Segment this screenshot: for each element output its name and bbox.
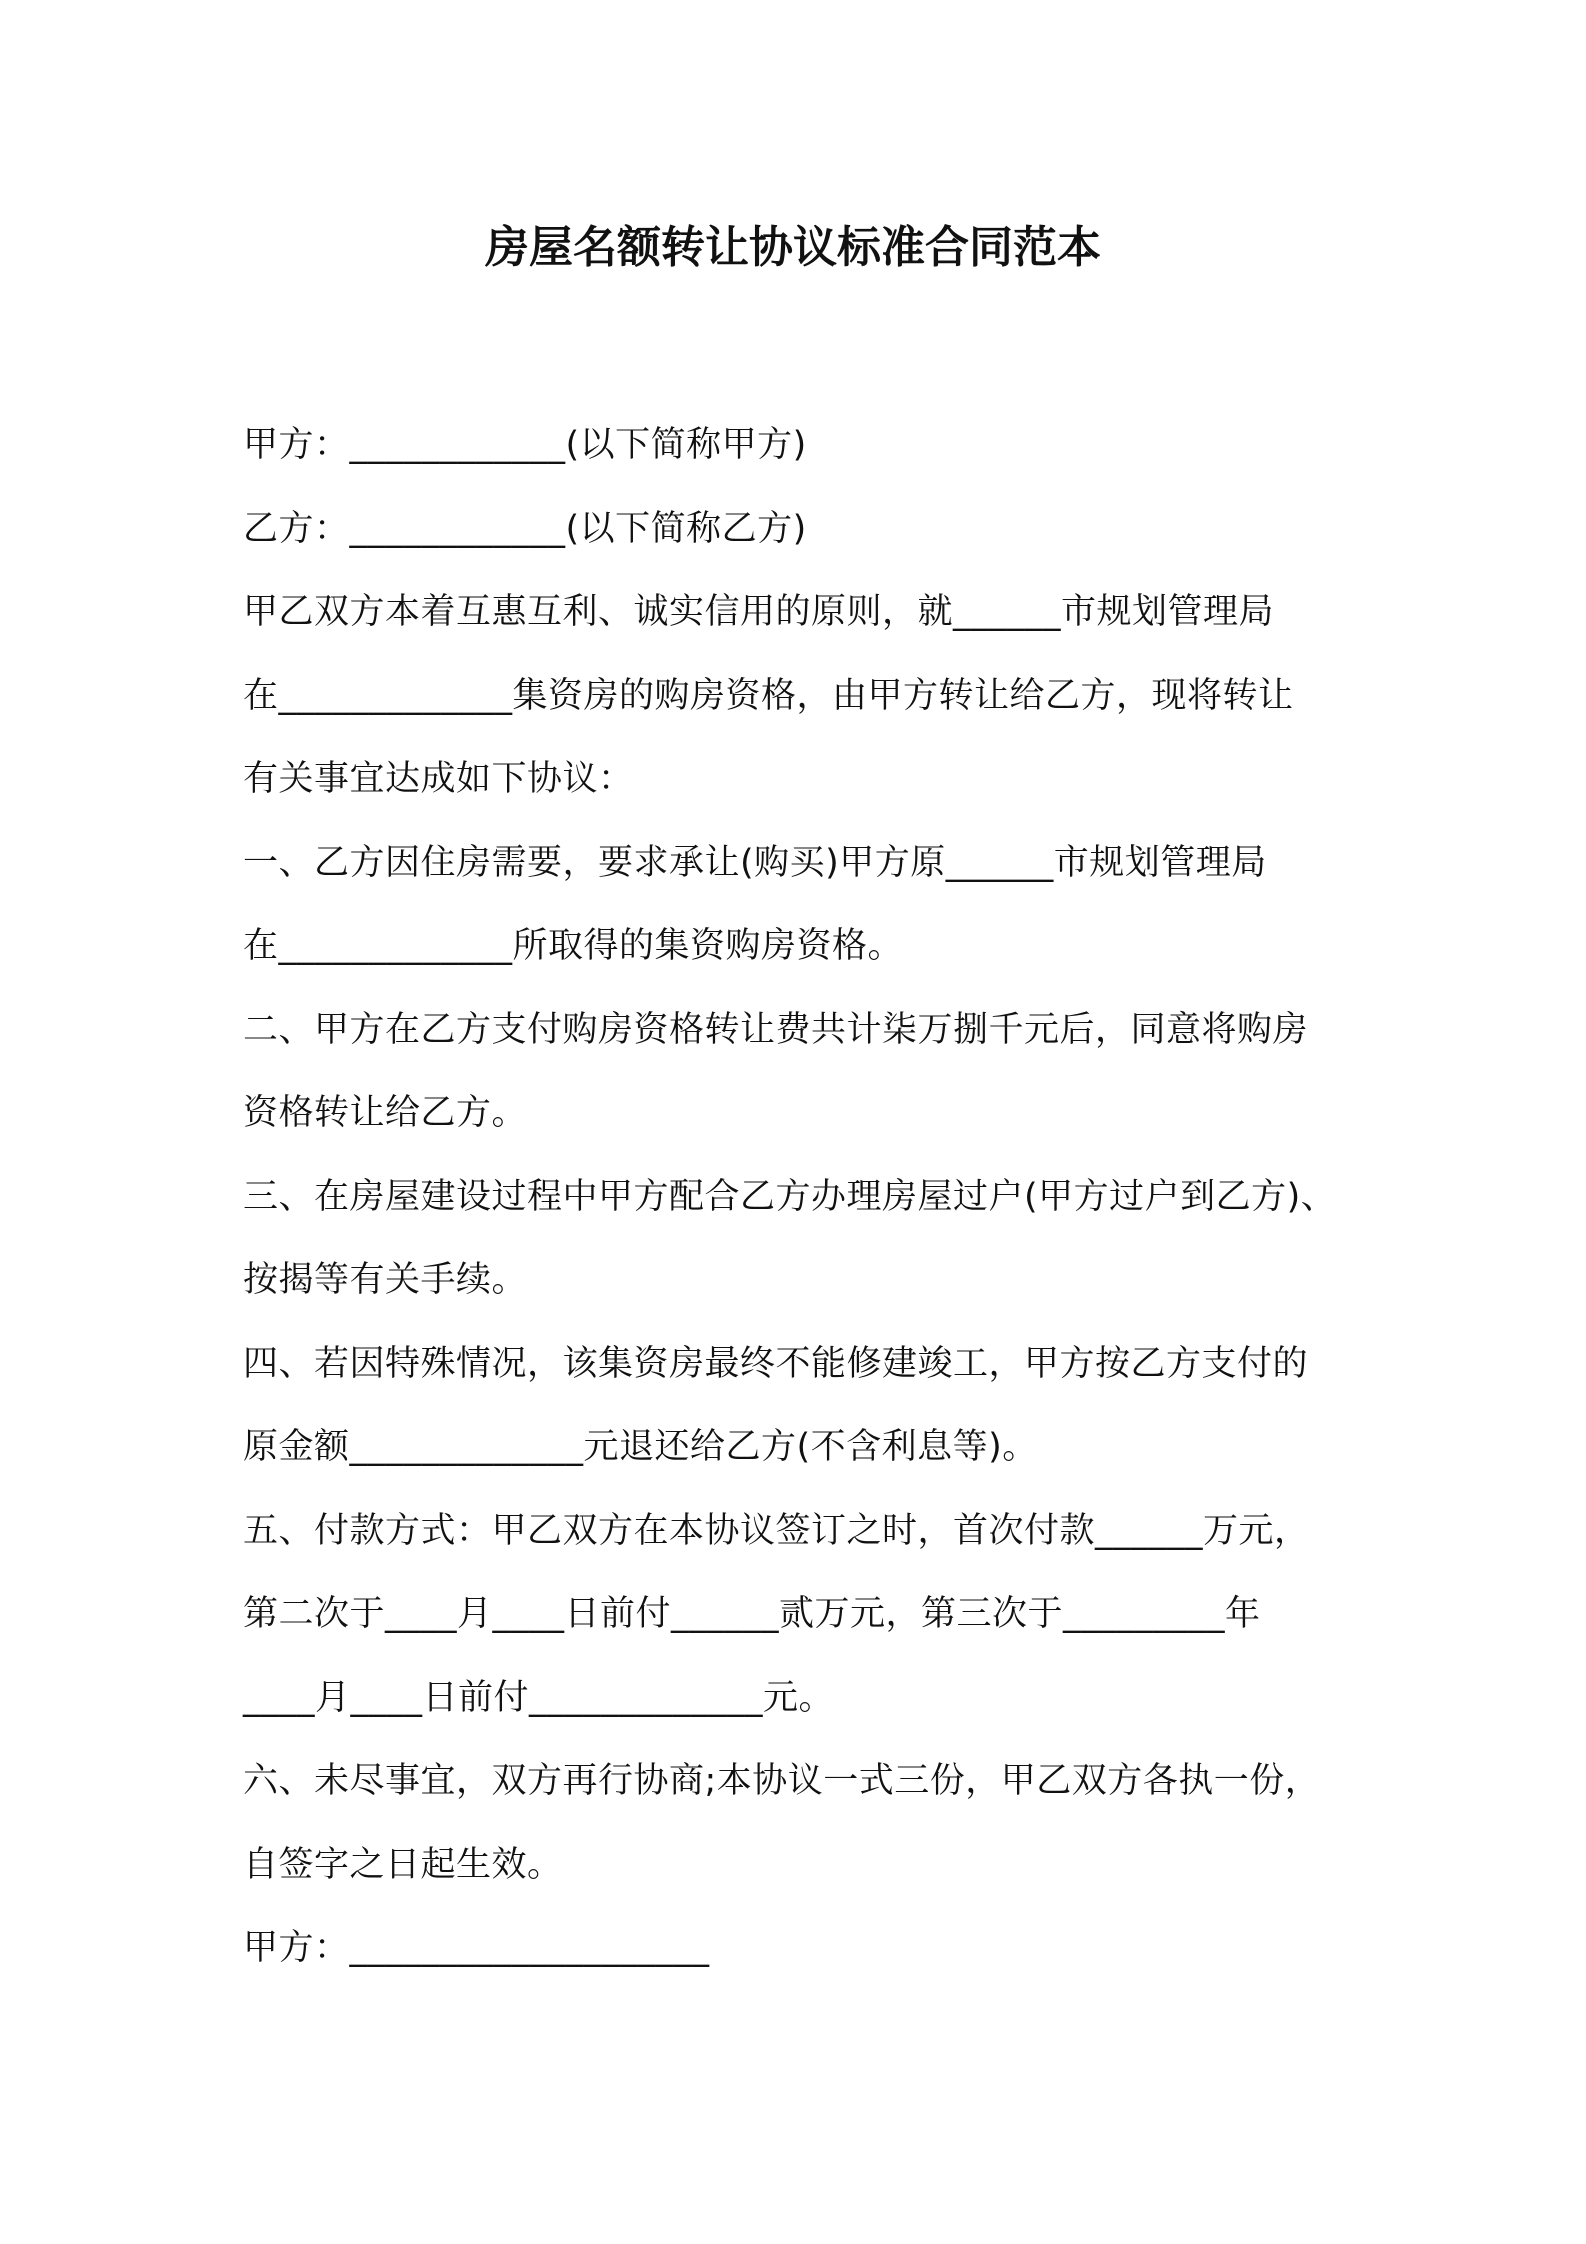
clause-1-line-2: 在_____________所取得的集资购房资格。 (243, 926, 904, 966)
clause-1-line-1: 一、乙方因住房需要，要求承让(购买)甲方原______市规划管理局 (243, 842, 1267, 883)
clause-5-line-1: 五、付款方式：甲乙双方在本协议签订之时，首次付款______万元， (243, 1510, 1310, 1551)
party-a-line: 甲方：____________(以下简称甲方) (243, 425, 807, 465)
preamble-line-1: 甲乙双方本着互惠互利、诚实信用的原则，就______市规划管理局 (243, 592, 1275, 632)
clause-2-line-2: 资格转让给乙方。 (243, 1093, 528, 1133)
clause-5-line-2: 第二次于____月____日前付______贰万元，第三次于_________年 (243, 1594, 1261, 1634)
signature-party-a: 甲方：____________________ (243, 1928, 710, 1968)
document-body (243, 404, 1363, 1991)
preamble-line-3: 有关事宜达成如下协议： (243, 759, 634, 799)
clause-4-line-1: 四、若因特殊情况，该集资房最终不能修建竣工，甲方按乙方支付的 (243, 1343, 1309, 1384)
clause-4-line-2: 原金额_____________元退还给乙方(不含利息等)。 (243, 1427, 1038, 1467)
party-b-line: 乙方：____________(以下简称乙方) (243, 508, 807, 549)
document-title: 房屋名额转让协议标准合同范本 (485, 222, 1101, 273)
clause-5-line-3: ____月____日前付_____________元。 (243, 1677, 835, 1718)
clause-2-line-1: 二、甲方在乙方支付购房资格转让费共计柒万捌千元后，同意将购房 (243, 1009, 1309, 1050)
clause-6-line-2: 自签字之日起生效。 (243, 1844, 563, 1885)
clause-3-line-2: 按揭等有关手续。 (243, 1260, 528, 1300)
preamble-line-2: 在_____________集资房的购房资格，由甲方转让给乙方，现将转让 (243, 675, 1294, 716)
clause-6-line-1: 六、未尽事宜，双方再行协商;本协议一式三份，甲乙双方各执一份， (243, 1761, 1321, 1801)
clause-3-line-1: 三、在房屋建设过程中甲方配合乙方办理房屋过户(甲方过户到乙方)、 (243, 1176, 1337, 1217)
